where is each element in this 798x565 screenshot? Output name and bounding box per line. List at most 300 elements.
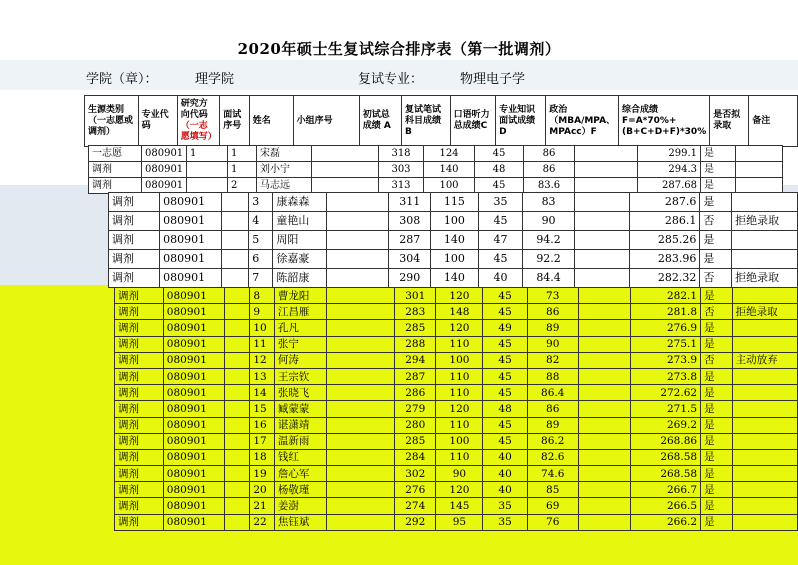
table-row [115,466,798,482]
cell-d: 86 [524,146,575,162]
cell-seq: 5 [249,231,273,250]
cell-type: 调剂 [115,449,164,465]
cell-d: 83 [523,193,574,212]
cell-blank [578,498,630,514]
cell-note: 拒绝录取 [732,304,797,320]
cell-total: 276.9 [630,320,700,336]
cell-code: 080901 [160,231,222,250]
cell-a: 313 [379,178,424,194]
column-header: 备注 [749,96,798,147]
cell-name: 谌潇靖 [274,417,326,433]
cell-type: 调剂 [89,178,142,194]
cell-d: 86 [524,162,575,178]
cell-note [732,514,797,530]
cell-b: 100 [436,433,483,449]
cell-a: 303 [379,162,424,178]
cell-d: 89 [527,417,578,433]
cell-name: 姜澍 [274,498,326,514]
cell-blank [326,368,395,384]
cell-blank [578,433,630,449]
cell-d: 89 [527,320,578,336]
cell-c: 45 [483,385,527,401]
cell-d: 92.2 [523,250,574,269]
cell-admit: 是 [700,231,732,250]
table-row [115,433,798,449]
cell-blank [225,385,250,401]
cell-a: 304 [389,250,431,269]
cell-b: 120 [436,482,483,498]
cell-b: 140 [424,162,475,178]
cell-d: 69 [527,498,578,514]
cell-blank [221,212,248,231]
cell-total: 283.96 [629,250,700,269]
cell-blank [221,193,248,212]
cell-type: 调剂 [109,231,160,250]
cell-code: 080901 [160,193,222,212]
cell-code: 080901 [163,352,224,368]
cell-blank [225,449,250,465]
cell-blank [225,320,250,336]
cell-d: 82.6 [527,449,578,465]
cell-admit: 是 [700,250,732,269]
cell-name: 康森森 [273,193,327,212]
cell-c: 45 [483,417,527,433]
cell-a: 286 [395,385,436,401]
cell-blank [326,304,395,320]
column-header: 面试序号 [220,96,250,147]
cell-name: 童艳山 [273,212,327,231]
cell-c: 40 [483,482,527,498]
table-row [115,482,798,498]
cell-name: 温新雨 [274,433,326,449]
cell-type: 调剂 [115,482,164,498]
cell-name: 臧蒙蒙 [274,401,326,417]
cell-b: 95 [436,514,483,530]
major-label: 复试专业： [358,72,424,87]
cell-blank [578,320,630,336]
cell-blank [221,250,248,269]
cell-blank [578,482,630,498]
cell-seq: 8 [250,288,275,304]
cell-blank [225,498,250,514]
cell-blank [225,288,250,304]
cell-name: 孔凡 [274,320,326,336]
cell-total: 268.58 [630,466,700,482]
cell-c: 45 [483,336,527,352]
cell-seq: 9 [250,304,275,320]
cell-seq: 17 [250,433,275,449]
cell-blank [327,193,389,212]
cell-b: 120 [436,320,483,336]
cell-type: 调剂 [109,250,160,269]
cell-blank [326,433,395,449]
cell-a: 292 [395,514,436,530]
cell-name: 杨敬瑾 [274,482,326,498]
cell-blank [578,385,630,401]
cell-seq: 20 [250,482,275,498]
cell-blank [326,417,395,433]
cell-seq: 14 [250,385,275,401]
cell-name: 焦钰斌 [274,514,326,530]
cell-c: 45 [483,368,527,384]
cell-blank [327,250,389,269]
cell-code: 080901 [142,178,187,194]
column-header: 是否拟录取 [710,96,749,147]
cell-type: 调剂 [115,466,164,482]
cell-code: 080901 [163,401,224,417]
cell-blank [327,269,389,288]
cell-code: 080901 [163,449,224,465]
cell-blank [574,193,629,212]
cell-type: 调剂 [115,320,164,336]
cell-blank [225,336,250,352]
cell-blank [578,336,630,352]
cell-note [736,162,783,178]
cell-type: 调剂 [89,162,142,178]
cell-c: 45 [483,352,527,368]
cell-a: 301 [395,288,436,304]
cell-d: 86 [527,304,578,320]
cell-total: 271.5 [630,401,700,417]
cell-blank [574,269,629,288]
cell-blank [312,146,379,162]
cell-note [732,385,797,401]
cell-blank [578,514,630,530]
cell-a: 290 [389,269,431,288]
table-row [115,304,798,320]
cell-admit: 是 [701,162,736,178]
table-row [115,417,798,433]
table-row [109,212,798,231]
cell-name: 陈韶康 [273,269,327,288]
cell-a: 288 [395,336,436,352]
cell-c: 48 [475,162,524,178]
cell-blank [221,269,248,288]
cell-type: 调剂 [115,352,164,368]
cell-blank [225,417,250,433]
cell-note: 拒绝录取 [732,212,798,231]
cell-a: 308 [389,212,431,231]
cell-note [736,146,783,162]
cell-name: 马志远 [257,178,312,194]
cell-note [732,368,797,384]
cell-blank [225,304,250,320]
column-header: 姓名 [249,96,293,147]
cell-c: 45 [483,433,527,449]
cell-note: 拒绝录取 [732,269,798,288]
cell-b: 110 [436,368,483,384]
cell-code: 080901 [142,146,187,162]
cell-admit: 是 [701,498,733,514]
cell-blank [578,401,630,417]
page-title: 2020年硕士生复试综合排序表（第一批调剂） [237,40,561,58]
table-row [115,498,798,514]
cell-code: 080901 [163,320,224,336]
cell-admit: 是 [701,449,733,465]
cell-code: 080901 [160,269,222,288]
cell-name: 周阳 [273,231,327,250]
cell-total: 286.1 [629,212,700,231]
cell-code: 080901 [163,368,224,384]
cell-admit: 是 [701,288,733,304]
cell-note [732,417,797,433]
cell-a: 280 [395,417,436,433]
cell-seq: 1 [228,162,257,178]
column-header: 口语听力总成绩C [450,96,495,147]
cell-c: 35 [478,193,523,212]
table-row [115,336,798,352]
table-row [115,385,798,401]
cell-blank [578,368,630,384]
column-header: 初试总成绩 A [359,96,401,147]
cell-a: 279 [395,401,436,417]
cell-name: 江昌雁 [274,304,326,320]
college-value: 理学院 [195,72,235,87]
cell-c: 45 [478,250,523,269]
cell-note [732,231,798,250]
cell-a: 283 [395,304,436,320]
cell-seq: 15 [250,401,275,417]
column-header: 小组序号 [293,96,359,147]
cell-seq: 3 [249,193,273,212]
cell-c: 40 [483,449,527,465]
cell-admit: 是 [701,336,733,352]
cell-total: 287.68 [638,178,701,194]
cell-name: 曹龙阳 [274,288,326,304]
cell-note [732,401,797,417]
cell-type: 调剂 [109,193,160,212]
cell-b: 110 [436,385,483,401]
cell-b: 110 [436,336,483,352]
cell-seq: 16 [250,417,275,433]
cell-note [732,482,797,498]
cell-a: 274 [395,498,436,514]
cell-blank [326,401,395,417]
cell-name: 徐嘉豪 [273,250,327,269]
table-row [109,250,798,269]
cell-a: 284 [395,449,436,465]
cell-seq: 18 [250,449,275,465]
cell-total: 272.62 [630,385,700,401]
cell-admit: 是 [701,146,736,162]
cell-type: 调剂 [115,514,164,530]
cell-blank [578,352,630,368]
cell-blank [326,466,395,482]
cell-total: 281.8 [630,304,700,320]
cell-admit: 是 [701,433,733,449]
cell-name: 何涛 [274,352,326,368]
cell-blank [326,320,395,336]
middle-rows-table [108,192,798,288]
cell-note [732,498,797,514]
cell-seq: 1 [228,146,257,162]
cell-note [732,433,797,449]
cell-note [732,466,797,482]
cell-a: 287 [395,368,436,384]
cell-blank [578,304,630,320]
cell-type: 调剂 [109,212,160,231]
cell-a: 287 [389,231,431,250]
column-header: 生源类别（一志愿或调剂） [85,96,139,147]
cell-admit: 是 [700,193,732,212]
cell-total: 268.58 [630,449,700,465]
cell-c: 47 [478,231,523,250]
table-row [109,193,798,212]
cell-blank [225,352,250,368]
table-row [109,231,798,250]
cell-blank [575,162,638,178]
cell-code: 080901 [163,498,224,514]
cell-note [732,336,797,352]
cell-c: 35 [483,498,527,514]
cell-b: 110 [436,449,483,465]
cell-type: 调剂 [109,269,160,288]
header-table [84,95,798,147]
cell-admit: 是 [701,417,733,433]
cell-note: 主动放弃 [732,352,797,368]
column-header: 政治（MBA/MPA、MPAcc）F [546,96,619,147]
cell-total: 299.1 [638,146,701,162]
cell-total: 266.7 [630,482,700,498]
cell-d: 82 [527,352,578,368]
cell-seq: 10 [250,320,275,336]
cell-name: 张宁 [274,336,326,352]
cell-note [732,250,798,269]
bottom-rows-table [114,287,798,531]
cell-b: 145 [436,498,483,514]
cell-b: 148 [436,304,483,320]
cell-d: 94.2 [523,231,574,250]
cell-blank [326,482,395,498]
cell-a: 318 [379,146,424,162]
cell-seq: 7 [249,269,273,288]
cell-seq: 4 [249,212,273,231]
cell-d: 84.4 [523,269,574,288]
cell-blank [326,449,395,465]
cell-blank [225,401,250,417]
cell-type: 调剂 [115,417,164,433]
column-header: 综合成绩 F=A*70%+(B+C+D+F)*30% [619,96,710,147]
cell-total: 294.3 [638,162,701,178]
cell-a: 294 [395,352,436,368]
cell-b: 110 [436,417,483,433]
cell-type: 调剂 [115,336,164,352]
cell-name: 刘小宁 [257,162,312,178]
cell-seq: 19 [250,466,275,482]
cell-total: 268.86 [630,433,700,449]
cell-blank [578,449,630,465]
cell-d: 90 [527,336,578,352]
table-row [115,320,798,336]
cell-b: 100 [424,178,475,194]
cell-code: 080901 [160,250,222,269]
cell-note [732,288,797,304]
cell-blank [327,212,389,231]
cell-c: 45 [478,212,523,231]
cell-total: 273.8 [630,368,700,384]
table-row [89,146,783,162]
cell-blank [326,352,395,368]
cell-admit: 是 [701,178,736,194]
cell-d: 90 [523,212,574,231]
cell-total: 282.1 [630,288,700,304]
cell-dir: 1 [187,146,228,162]
cell-blank [578,417,630,433]
cell-a: 302 [395,466,436,482]
table-row [115,368,798,384]
cell-seq: 13 [250,368,275,384]
top-rows-table [88,145,783,194]
cell-b: 140 [431,231,478,250]
cell-b: 120 [436,401,483,417]
cell-c: 35 [483,514,527,530]
cell-total: 266.2 [630,514,700,530]
cell-b: 100 [431,212,478,231]
cell-blank [326,498,395,514]
cell-admit: 是 [701,401,733,417]
cell-c: 40 [478,269,523,288]
cell-type: 调剂 [115,433,164,449]
cell-blank [225,466,250,482]
table-row [109,269,798,288]
cell-b: 100 [431,250,478,269]
cell-c: 45 [483,288,527,304]
cell-admit: 是 [701,385,733,401]
cell-blank [575,146,638,162]
column-header: 研究方向代码 （一志愿填写） [177,96,220,147]
cell-seq: 2 [228,178,257,194]
cell-code: 080901 [163,514,224,530]
table-row [115,401,798,417]
cell-type: 调剂 [115,385,164,401]
cell-code: 080901 [163,433,224,449]
cell-d: 76 [527,514,578,530]
cell-name: 钱红 [274,449,326,465]
cell-name: 宋磊 [257,146,312,162]
column-header: 专业代码 [138,96,177,147]
cell-a: 311 [389,193,431,212]
college-label: 学院（章）： [86,72,158,87]
cell-b: 124 [424,146,475,162]
cell-blank [574,250,629,269]
table-row [115,514,798,530]
cell-code: 080901 [163,336,224,352]
cell-name: 詹心军 [274,466,326,482]
table-row [115,352,798,368]
cell-seq: 21 [250,498,275,514]
table-row [89,162,783,178]
cell-blank [225,482,250,498]
cell-total: 287.6 [629,193,700,212]
cell-admit: 是 [701,514,733,530]
cell-admit: 是 [701,320,733,336]
cell-blank [574,231,629,250]
cell-c: 45 [483,304,527,320]
cell-c: 49 [483,320,527,336]
cell-seq: 12 [250,352,275,368]
cell-b: 120 [436,288,483,304]
cell-code: 080901 [163,482,224,498]
cell-type: 调剂 [115,401,164,417]
cell-code: 080901 [160,212,222,231]
cell-admit: 否 [700,212,732,231]
table-row [115,288,798,304]
cell-c: 45 [475,178,524,194]
cell-blank [225,514,250,530]
cell-c: 40 [483,466,527,482]
cell-note [732,449,797,465]
cell-b: 140 [431,269,478,288]
